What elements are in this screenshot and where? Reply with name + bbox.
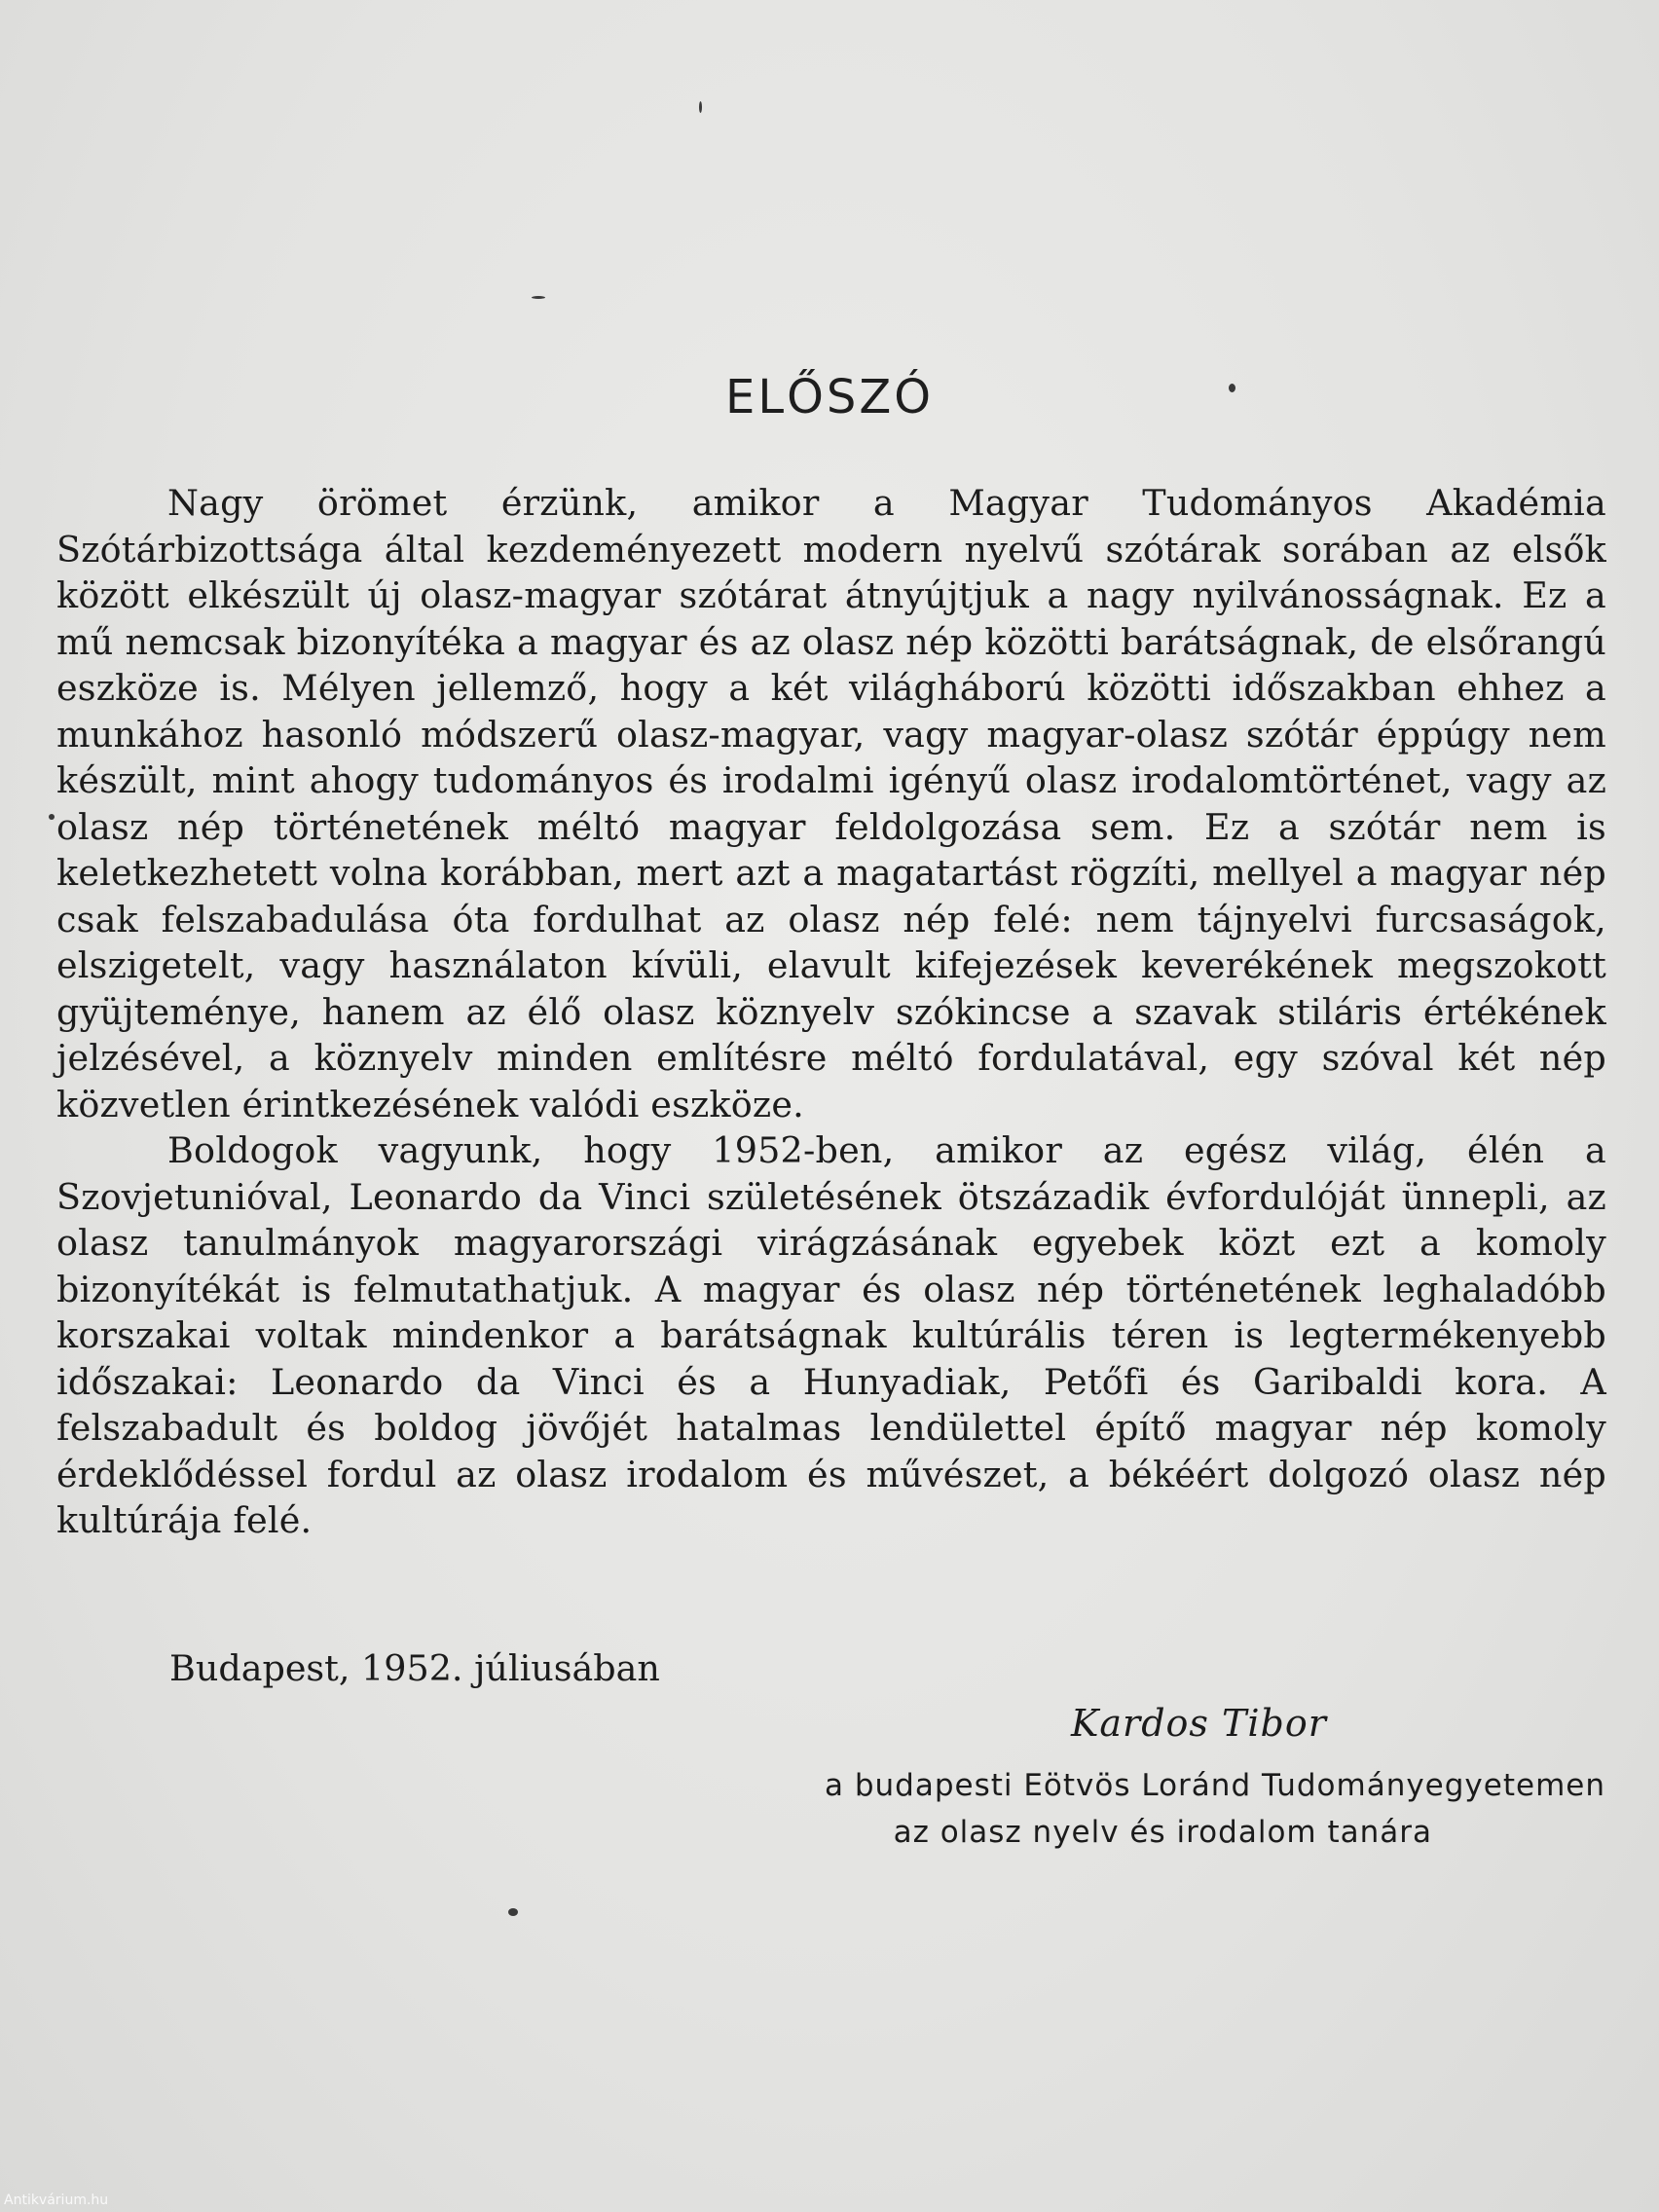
date-line: Budapest, 1952. júliusában: [169, 1647, 660, 1689]
watermark: Antikvárium.hu: [4, 2193, 109, 2208]
paragraph-1: Nagy örömet érzünk, amikor a Magyar Tudományos Akadémia Szótárbizottsága által kezdeményezett modern nyelvű szótárak sorában az elsők között elkészült új olasz-magyar szótárat átnyújtjuk a nagy nyilvánosságnak. Ez a mű nemcsak bizonyítéka a magyar és az olasz nép közötti barátságnak, de elsőrangú eszköze is. Mélyen jellemző, hogy a két világháború közötti időszakban ehhez a munkához hasonló módszerű olasz-magyar, vagy magyar-olasz szótár éppúgy nem készült, mint ahogy tudományos és irodalmi igényű olasz irodalomtörténet, vagy az olasz nép történetének méltó magyar feldolgozása sem. Ez a szótár nem is keletkezhetett volna korábban, mert azt a magatartást rögzíti, mellyel a magyar nép csak felszabadulása óta fordulhat az olasz nép felé: nem tájnyelvi furcsaságok, elszigetelt, vagy használaton kívüli, elavult kifejezések keverékének megszokott gyüjteménye, hanem az élő olasz köznyelv szókincse a szavak stiláris értékének jelzésével, a köznyelv minden említésre méltó fordulatával, egy szóval két nép közvetlen érintkezésének valódi eszköze.: [56, 482, 1606, 1125]
body-text: [56, 480, 1606, 1544]
affiliation-line-1: a budapesti Eötvös Loránd Tudományegyetemen: [824, 1768, 1605, 1803]
scan-speck: [1229, 384, 1235, 392]
scan-speck: [49, 814, 55, 820]
affiliation: [632, 1762, 1605, 1856]
affiliation-line-2: az olasz nyelv és irodalom tanára: [893, 1815, 1432, 1850]
scan-speck: [508, 1908, 518, 1916]
scan-speck: [699, 101, 702, 113]
signature: Kardos Tibor: [1071, 1702, 1327, 1745]
paragraph-2: Boldogok vagyunk, hogy 1952-ben, amikor az egész világ, élén a Szovjetunióval, Leonardo da Vinci születésének ötszázadik évfordulóját ünnepli, az olasz tanulmányok magyarországi virágzásának egyebek közt ezt a komoly bizonyítékát is felmutathatjuk. A magyar és olasz nép történetének leghaladóbb korszakai voltak mindenkor a barátságnak kultúrális téren is legtermékenyebb időszakai: Leonardo da Vinci és a Hunyadiak, Petőfi és Garibaldi kora. A felszabadult és boldog jövőjét hatalmas lendülettel építő magyar nép komoly érdeklődéssel fordul az olasz irodalom és művészet, a békéért dolgozó olasz nép kultúrája felé.: [56, 1129, 1606, 1541]
page-title: ELŐSZÓ: [725, 370, 934, 424]
scan-speck: [532, 296, 545, 299]
